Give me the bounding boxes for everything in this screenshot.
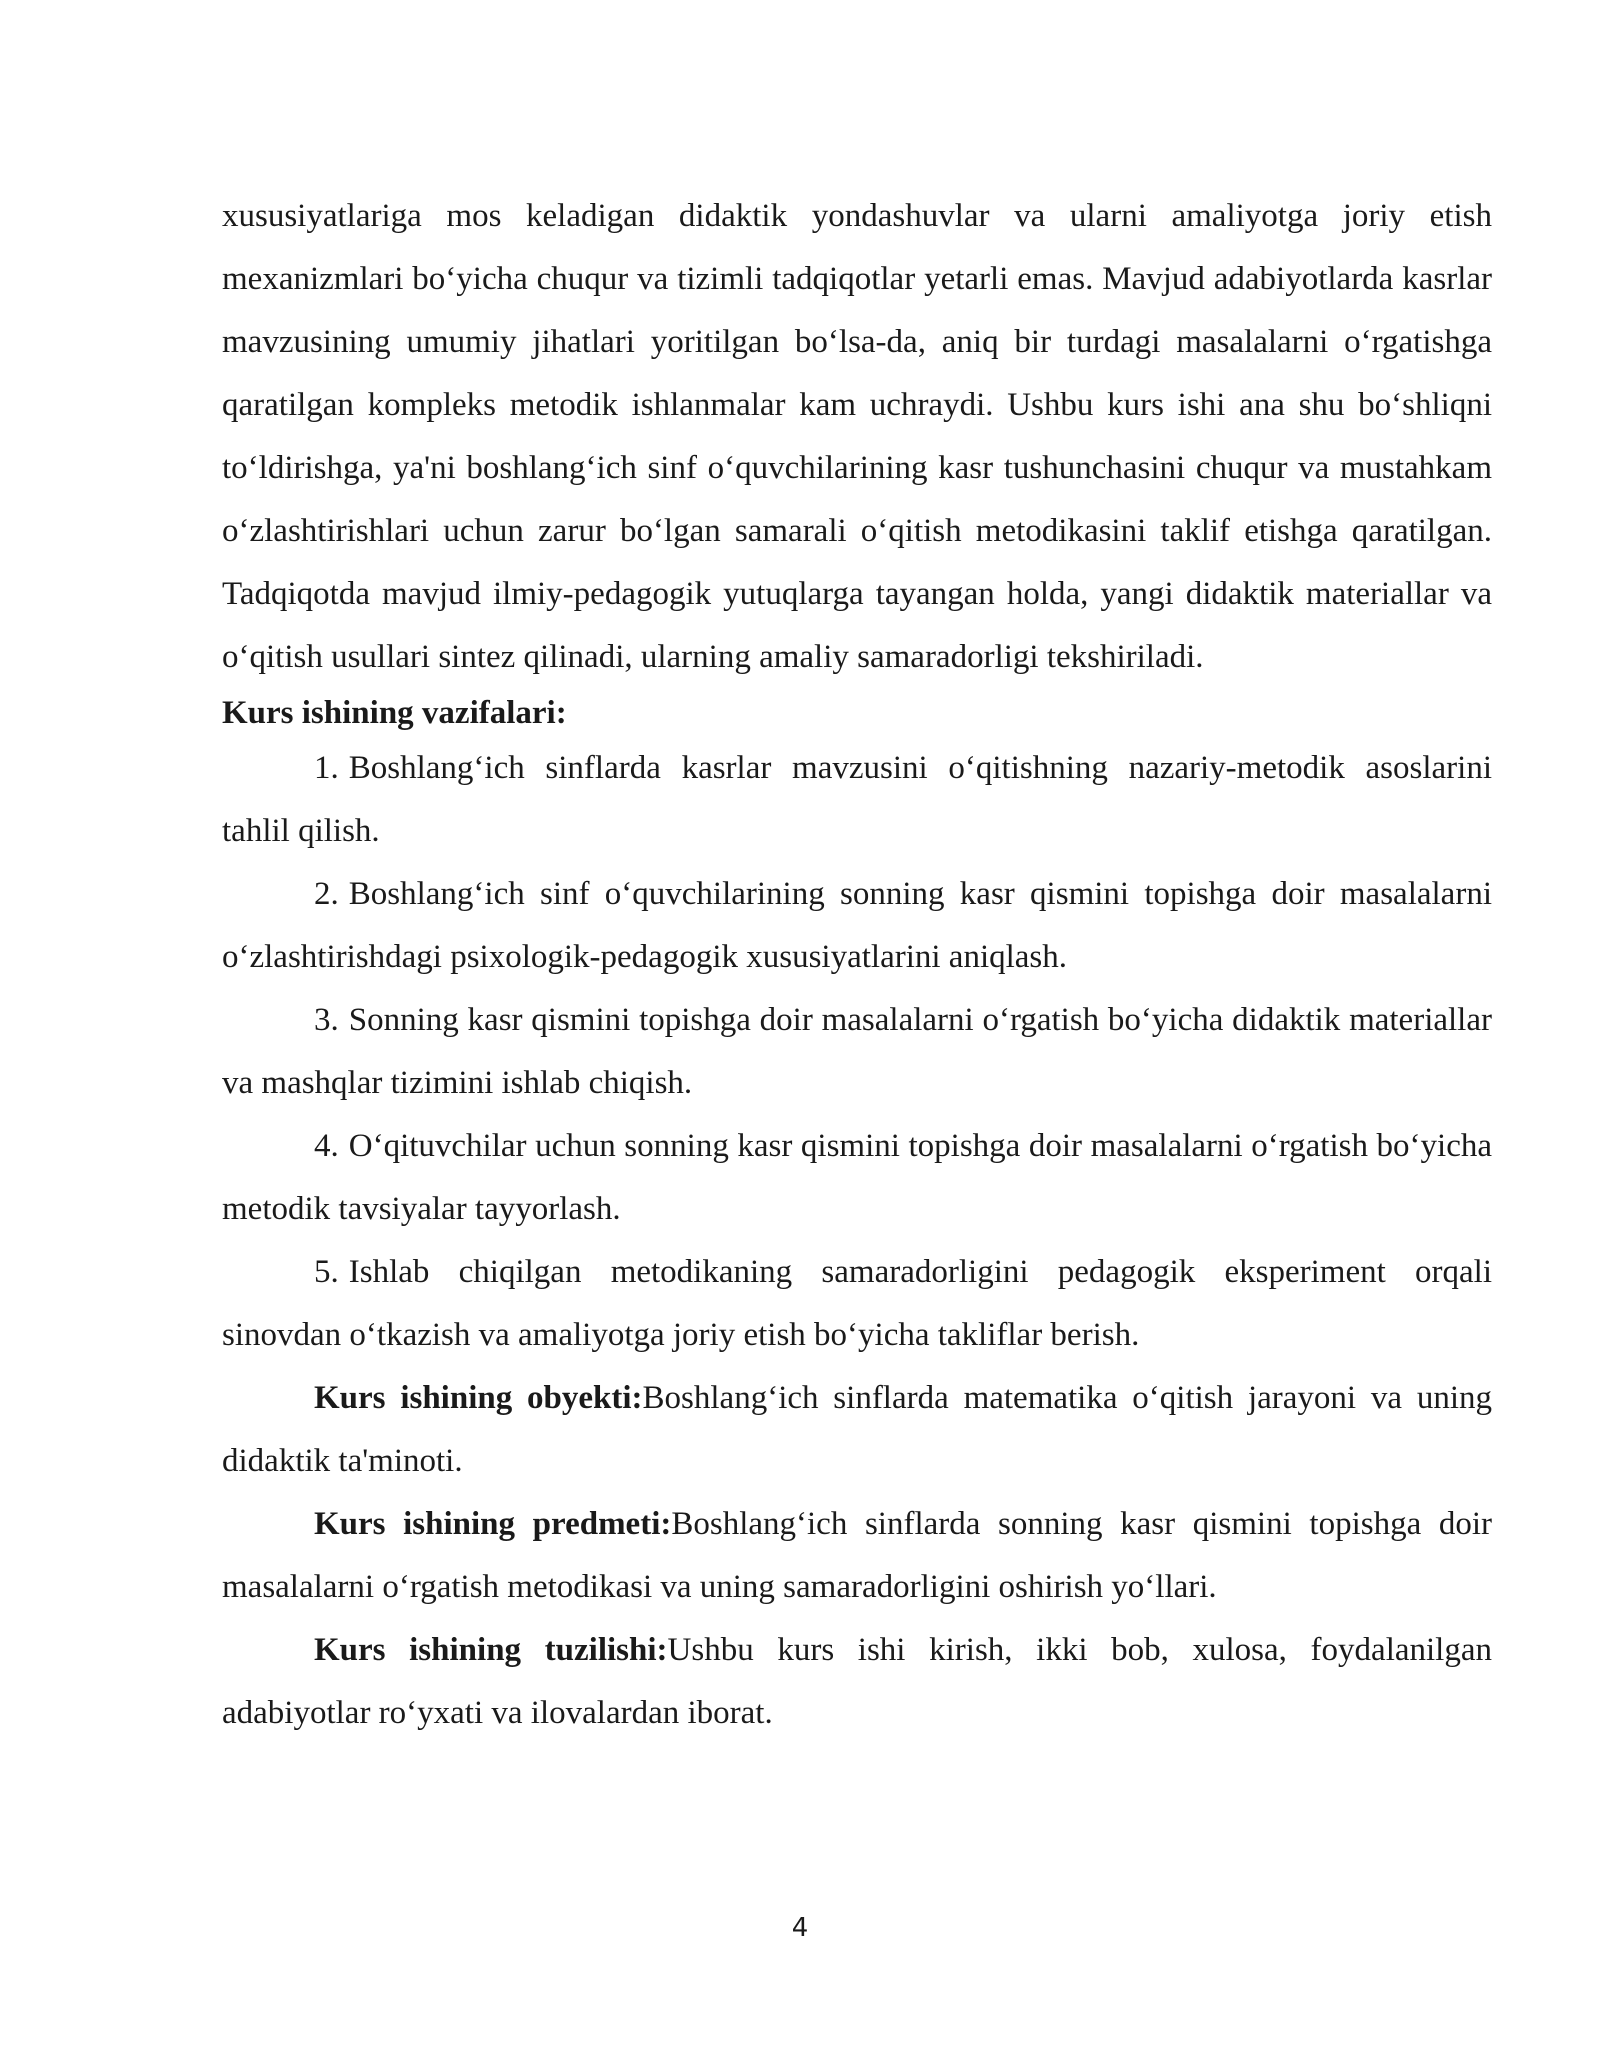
page-number: 4 (791, 1913, 809, 1943)
task-number: 2. (314, 876, 339, 912)
subject-label: Kurs ishining predmeti: (314, 1506, 672, 1542)
structure-text: Ushbu kurs ishi kirish, ikki bob, xulosa, foydalanilgan adabiyotlar ro‘yxati va ilovalardan iborat. (222, 1632, 1492, 1731)
object-text: Boshlang‘ich sinflarda matematika o‘qitish jarayoni va uning didaktik ta'minoti. (222, 1380, 1492, 1479)
task-text: Sonning kasr qismini topishga doir masalalarni o‘rgatish bo‘yicha didaktik materiallar va mashqlar tizimini ishlab chiqish. (222, 1002, 1492, 1101)
task-number: 4. (314, 1128, 339, 1164)
task-text: O‘qituvchilar uchun sonning kasr qismini topishga doir masalalarni o‘rgatish bo‘yicha metodik tavsiyalar tayyorlash. (222, 1128, 1492, 1227)
task-text: Ishlab chiqilgan metodikaning samaradorligini pedagogik eksperiment orqali sinovdan o‘tkazish va amaliyotga joriy etish bo‘yicha takliflar berish. (222, 1254, 1492, 1353)
document-page (222, 185, 1492, 1745)
task-item-1 (222, 737, 1492, 863)
task-number: 3. (314, 1002, 339, 1038)
tasks-heading: Kurs ishining vazifalari: (222, 695, 567, 731)
intro-paragraph: xususiyatlariga mos keladigan didaktik yondashuvlar va ularni amaliyotga joriy etish mexanizmlari bo‘yicha chuqur va tizimli tadqiqotlar yetarli emas. Mavjud adabiyotlarda kasrlar mavzusining umumiy jihatlari yoritilgan bo‘lsa-da, aniq bir turdagi masalalarni o‘rgatishga qaratilgan kompleks metodik ishlanmalar kam uchraydi. Ushbu kurs ishi ana shu bo‘shliqni to‘ldirishga, ya'ni boshlang‘ich sinf o‘quvchilarining kasr tushunchasini chuqur va mustahkam o‘zlashtirishlari uchun zarur bo‘lgan samarali o‘qitish metodikasini taklif etishga qaratilgan. Tadqiqotda mavjud ilmiy-pedagogik yutuqlarga tayangan holda, yangi didaktik materiallar va o‘qitish usullari sintez qilinadi, ularning amaliy samaradorligi tekshiriladi. (222, 198, 1492, 675)
object-paragraph (222, 1367, 1492, 1493)
task-text: Boshlang‘ich sinf o‘quvchilarining sonning kasr qismini topishga doir masalalarni o‘zlashtirishdagi psixologik-pedagogik xususiyatlarini aniqlash. (222, 876, 1492, 975)
tasks-list (222, 737, 1492, 1367)
structure-label: Kurs ishining tuzilishi: (314, 1632, 668, 1668)
task-item-2 (222, 863, 1492, 989)
task-number: 5. (314, 1254, 339, 1290)
task-item-3 (222, 989, 1492, 1115)
task-text: Boshlang‘ich sinflarda kasrlar mavzusini o‘qitishning nazariy-metodik asoslarini tahlil qilish. (222, 750, 1492, 849)
subject-paragraph (222, 1493, 1492, 1619)
subject-text: Boshlang‘ich sinflarda sonning kasr qismini topishga doir masalalarni o‘rgatish metodikasi va uning samaradorligini oshirish yo‘llari. (222, 1506, 1492, 1605)
object-label: Kurs ishining obyekti: (314, 1380, 643, 1416)
task-item-4 (222, 1115, 1492, 1241)
structure-paragraph (222, 1619, 1492, 1745)
task-item-5 (222, 1241, 1492, 1367)
task-number: 1. (314, 750, 339, 786)
